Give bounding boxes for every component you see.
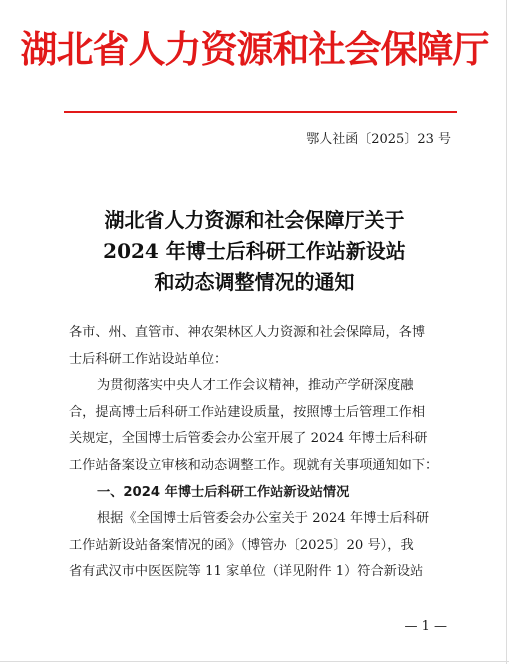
title-line: 2024 年博士后科研工作站新设站 [103, 239, 406, 263]
page-edge [0, 661, 509, 662]
document-body [69, 320, 445, 586]
section-heading: 一、2024 年博士后科研工作站新设站情况 [97, 484, 350, 500]
addressee-paragraph [69, 320, 445, 373]
text-line: 为贯彻落实中央人才工作会议精神，推动产学研深度融 [97, 378, 414, 394]
text-line: 关规定，全国博士后管委会办公室开展了 2024 年博士后科研 [69, 431, 428, 447]
text-line: 工作站新设站备案情况的函》（博管办〔2025〕20 号），我 [69, 537, 414, 553]
text-line: 根据《全国博士后管委会办公室关于 2024 年博士后科研 [97, 511, 430, 527]
section1-paragraph [69, 506, 445, 586]
page-number: — 1 — [404, 619, 447, 634]
text-line: 合，提高博士后科研工作站建设质量，按照博士后管理工作相 [69, 404, 426, 420]
title-line: 和动态调整情况的通知 [154, 270, 355, 294]
page-edge [506, 0, 507, 664]
issuing-authority-masthead: 湖北省人力资源和社会保障厅 [20, 27, 489, 71]
text-line: 工作站备案设立审核和动态调整工作。现就有关事项通知如下： [69, 457, 439, 473]
text-line: 士后科研工作站设站单位： [69, 351, 228, 367]
title-line: 湖北省人力资源和社会保障厅关于 [104, 208, 405, 232]
text-line: 省有武汉市中医医院等 11 家单位（详见附件 1）符合新设站 [69, 564, 424, 580]
document-number: 鄂人社函〔2025〕23 号 [306, 132, 451, 147]
red-separator-line [64, 111, 457, 113]
intro-paragraph [69, 373, 445, 479]
document-title [0, 205, 509, 298]
text-line: 各市、州、直管市、神农架林区人力资源和社会保障局，各博 [69, 325, 426, 340]
